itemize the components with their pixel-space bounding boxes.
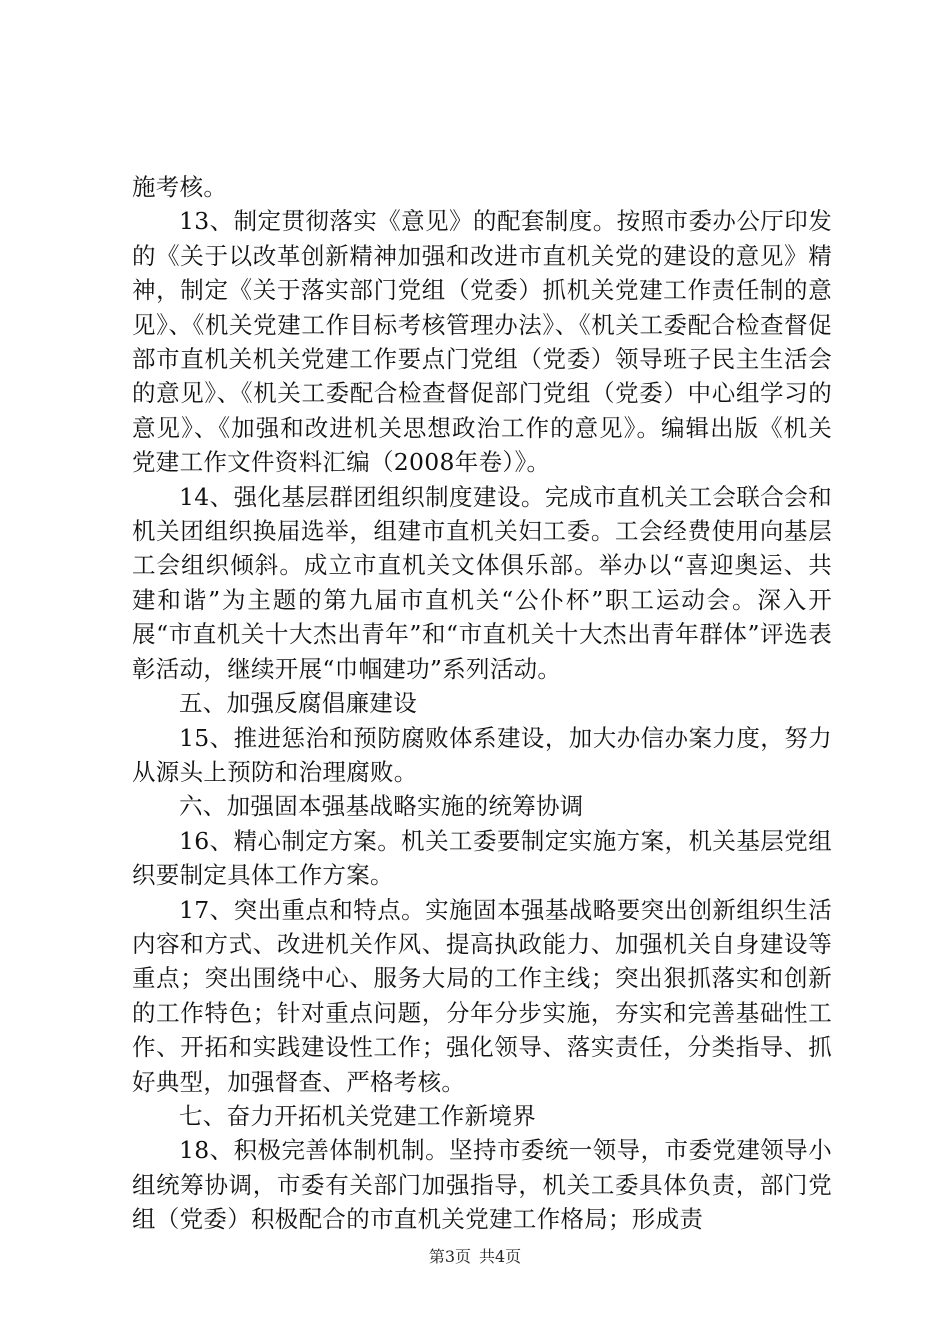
page-number: 第3页 [428, 1247, 471, 1266]
paragraph: 16、精心制定方案。机关工委要制定实施方案，机关基层党组织要制定具体工作方案。 [132, 826, 832, 890]
paragraph: 五、加强反腐倡廉建设 [179, 689, 417, 718]
page-footer [0, 1247, 950, 1267]
page-total: 共4页 [479, 1247, 522, 1266]
paragraph: 七、奋力开拓机关党建工作新境界 [179, 1101, 536, 1130]
paragraph: 施考核。 [132, 173, 228, 201]
document-body [132, 170, 832, 1237]
paragraph: 17、突出重点和特点。实施固本强基战略要突出创新组织生活内容和方式、改进机关作风、提高执政能力、加强机关自身建设等重点；突出围绕中心、服务大局的工作主线；突出狠抓落实和创新的工作特色；针对重点问题，分年分步实施，夯实和完善基础性工作、开拓和实践建设性工作；强化领导、落实责任，分类指导、抓好典型，加强督查、严格考核。 [132, 895, 832, 1096]
paragraph: 13、制定贯彻落实《意见》的配套制度。按照市委办公厅印发的《关于以改革创新精神加强和改进市直机关党的建设的意见》精神，制定《关于落实部门党组（党委）抓机关党建工作责任制的意见》、《机关党建工作目标考核管理办法》、《机关工委配合检查督促部市直机关机关党建工作要点门党组（党委）领导班子民主生活会的意见》、《机关工委配合检查督促部门党组（党委）中心组学习的意见》、《加强和改进机关思想政治工作的意见》。编辑出版《机关党建工作文件资料汇编（2008年卷）》。 [132, 207, 832, 477]
paragraph: 六、加强固本强基战略实施的统筹协调 [179, 792, 584, 821]
paragraph: 15、推进惩治和预防腐败体系建设，加大办信办案力度，努力从源头上预防和治理腐败。 [132, 723, 832, 786]
paragraph: 14、强化基层群团组织制度建设。完成市直机关工会联合会和机关团组织换届选举，组建市直机关妇工委。工会经费使用向基层工会组织倾斜。成立市直机关文体俱乐部。举办以“喜迎奥运、共建和谐”为主题的第九届市直机关“公仆杯”职工运动会。深入开展“市直机关十大杰出青年”和“市直机关十大杰出青年群体”评选表彰活动，继续开展“巾帼建功”系列活动。 [132, 482, 832, 683]
paragraph: 18、积极完善体制机制。坚持市委统一领导，市委党建领导小组统筹协调，市委有关部门加强指导，机关工委具体负责，部门党组（党委）积极配合的市直机关党建工作格局；形成责 [132, 1136, 832, 1234]
